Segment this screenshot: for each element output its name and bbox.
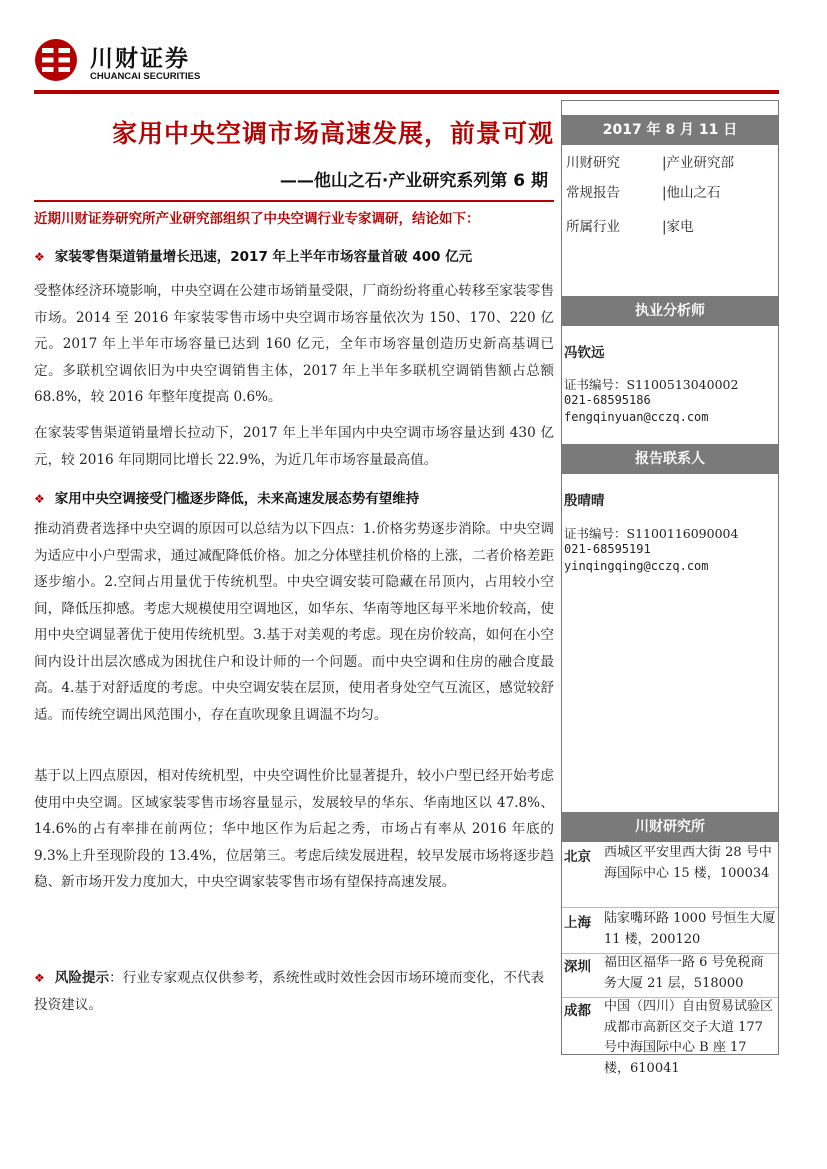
paragraph-3: 推动消费者选择中央空调的原因可以总结为以下四点：1.价格劣势逐步消除。中央空调为适应中小户型需求，通过减配降低价格。加之分体壁挂机价格的上涨，二者价格差距逐步缩小。2.空间占用量优于传统机型。中央空调安装可隐藏在吊顶内，占用较小空间，降低压抑感。考虑大规模使用空调地区，如华东、华南等地区每平米地价较高，使用中央空调显著优于使用传统机型。3.基于对美观的考虑。现在房价较高，如何在小空间内设计出层次感成为困扰住户和设计师的一个问题。而中央空调和住房的融合度最高。4.基于对舒适度的考虑。中央空调安装在层顶，使用者身处空气互流区，感觉较舒适。而传统空调出风范围小，存在直吹现象且调温不均匀。 — [34, 521, 554, 723]
contact-cert: 证书编号：S1100116090004 — [564, 526, 739, 541]
section-heading-2 — [34, 487, 419, 507]
office-address-beijing: 西城区平安里西大街 28 号中海国际中心 15 楼，100034 — [604, 845, 772, 881]
analyst-name: 冯钦远 — [564, 345, 605, 361]
contact-phone: 021-68595191 — [564, 542, 651, 556]
brand-name-en: CHUANCAI SECURITIES — [90, 71, 201, 82]
info-row-research — [566, 151, 734, 171]
office-address-chengdu: 中国（四川）自由贸易试验区成都市高新区交子大道 177 号中海国际中心 B 座 17 楼，610041 — [604, 999, 774, 1076]
office-city-chengdu: 成都 — [564, 1003, 591, 1019]
info-key: 常规报告 — [566, 185, 620, 201]
contact-email: yinqingqing@cczq.com — [564, 559, 709, 573]
chuancai-logo-icon — [34, 38, 78, 82]
office-city-shanghai: 上海 — [564, 915, 591, 931]
lead-sentence: 近期川财证券研究所产业研究部组织了中央空调行业专家调研，结论如下： — [34, 211, 480, 227]
office-address-shenzhen: 福田区福华一路 6 号免税商务大厦 21 层，518000 — [604, 955, 764, 991]
section-heading-1 — [34, 245, 472, 265]
risk-warning — [34, 965, 554, 1019]
institute-header: 川财研究所 — [562, 812, 778, 842]
risk-colon: ： — [109, 970, 123, 986]
diamond-bullet-icon: ❖ — [34, 492, 45, 506]
paragraph-4: 基于以上四点原因，相对传统机型，中央空调性价比显著提升，较小户型已经开始考虑使用中央空调。区域家装零售市场容量显示，发展较早的华东、华南地区以 47.8%、14.6%的占有率排在前两位；华中地区作为后起之秀，市场占有率从 2016 年底的 9.3%上升至现阶段的 13.4%，位居第三。考虑后续发展进程，较早发展市场将逐步趋稳、新市场开发力度加大，中央空调家装零售市场有望保持高速发展。 — [34, 768, 554, 890]
report-subtitle: ——他山之石·产业研究系列第 6 期 — [279, 171, 548, 191]
info-value: |他山之石 — [662, 185, 721, 201]
contact-name: 殷晴晴 — [564, 493, 605, 509]
info-value: |家电 — [662, 219, 694, 235]
info-key: 川财研究 — [566, 155, 620, 171]
info-key: 所属行业 — [566, 219, 620, 235]
analyst-email: fengqinyuan@cczq.com — [564, 410, 709, 424]
title-divider — [34, 200, 554, 202]
analyst-phone: 021-68595186 — [564, 393, 651, 407]
office-city-beijing: 北京 — [564, 849, 591, 865]
info-row-report-type — [566, 181, 721, 201]
info-row-industry — [566, 215, 694, 235]
diamond-bullet-icon: ❖ — [34, 971, 45, 985]
analyst-header: 执业分析师 — [562, 296, 778, 326]
office-address-shanghai: 陆家嘴环路 1000 号恒生大厦 11 楼，200120 — [604, 911, 776, 947]
report-title: 家用中央空调市场高速发展，前景可观 — [111, 119, 554, 148]
section-heading-2-text: 家用中央空调接受门槛逐步降低，未来高速发展态势有望维持 — [54, 491, 420, 507]
header-divider — [34, 90, 779, 94]
analyst-cert: 证书编号：S1100513040002 — [564, 377, 739, 392]
contact-header: 报告联系人 — [562, 444, 778, 474]
section-heading-1-text: 家装零售渠道销量增长迅速，2017 年上半年市场容量首破 400 亿元 — [54, 249, 473, 265]
brand-name-cn: 川财证券 — [90, 46, 190, 72]
risk-text: 行业专家观点仅供参考，系统性或时效性会因市场环境而变化，不代表投资建议。 — [34, 970, 545, 1013]
info-value: |产业研究部 — [662, 155, 735, 171]
office-city-shenzhen: 深圳 — [564, 959, 591, 975]
report-date: 2017 年 8 月 11 日 — [562, 115, 778, 145]
office-divider — [562, 907, 778, 908]
paragraph-1: 受整体经济环境影响，中央空调在公建市场销量受限，厂商纷纷将重心转移至家装零售市场。2014 至 2016 年家装零售市场中央空调市场容量依次为 150、170、220 亿元。2017 年上半年市场容量已达到 160 亿元，全年市场容量创造历史新高基调已定。多联机空调依旧为中央空调销售主体，2017 年上半年多联机空调销售额占总额 68.8%，较 2016 年整年度提高 0.6%。 — [34, 283, 554, 405]
risk-label: 风险提示 — [54, 970, 110, 986]
paragraph-2: 在家装零售渠道销量增长拉动下，2017 年上半年国内中央空调市场容量达到 430 亿元，较 2016 年同期同比增长 22.9%，为近几年市场容量最高值。 — [34, 425, 554, 468]
sidebar-panel — [561, 100, 779, 1076]
diamond-bullet-icon: ❖ — [34, 250, 45, 264]
